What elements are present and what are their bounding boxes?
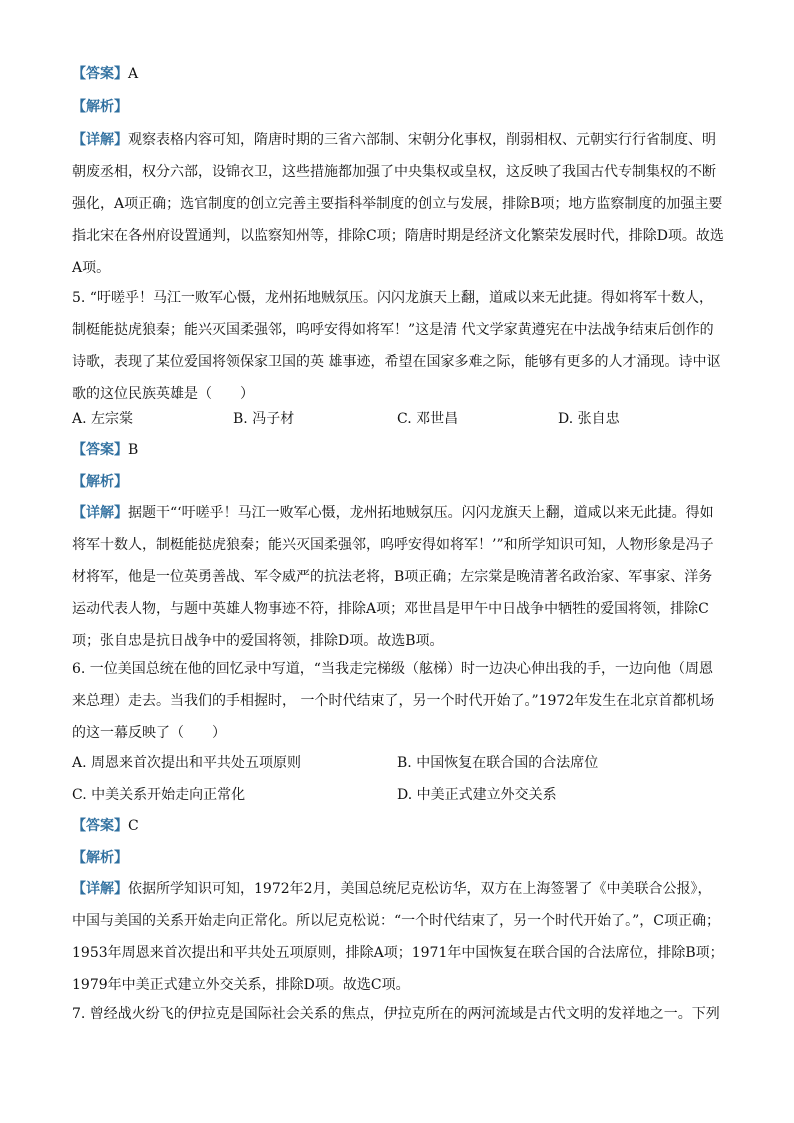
answer-label: 【答案】 — [72, 818, 128, 834]
detail-text: 依据所学知识可知，1972年2月，美国总统尼克松访华，双方在上海签署了《中美联合公报》，中国与美国的关系开始走向正常化。所以尼克松说：“一个时代结束了，另一个时代开始了。”，C项正确；1953年周恩来首次提出和平共处五项原则，排除A项；1971年中国恢复在联合国的合法席位，排除B项；1979年中美正式建立外交关系，排除D项。故选C项。 — [72, 881, 724, 993]
option-d: D. 张自忠 — [558, 411, 620, 427]
option-c: C. 邓世昌 — [397, 411, 459, 427]
q4-detail — [72, 124, 724, 284]
q4-answer — [72, 58, 724, 90]
q5-analysis-heading — [72, 466, 724, 498]
detail-text: 据题干“‘吁嗟乎！马江一败军心慑，龙州拓地贼氛压。闪闪龙旗天上翻，道咸以来无此捷。得如将军十数人，制梃能挞虎狼秦；能兴灭国柔强邻，呜呼安得如将军！’”和所学知识可知，人物形象是冯子材将军，他是一位英勇善战、军令威严的抗法老将，B项正确；左宗棠是晚清著名政治家、军事家、洋务运动代表人物，与题中英雄人物事迹不符，排除A项；邓世昌是甲午中日战争中牺牲的爱国将领，排除C项；张自忠是抗日战争中的爱国将领，排除D项。故选B项。 — [72, 505, 714, 649]
option-a: A. 周恩来首次提出和平共处五项原则 — [72, 755, 302, 771]
q5-detail — [72, 497, 724, 657]
q5-stem: 5. “吁嗟乎！马江一败军心慑，龙州拓地贼氛压。闪闪龙旗天上翻，道咸以来无此捷。得如将军十数人，制梃能挞虎狼秦；能兴灭国柔强邻，呜呼安得如将军！”这是清 代文学家黄遵宪在中法战争结束后创作的诗歌，表现了某位爱国将领保家卫国的英 雄事迹，希望在国家多难之际，能够有更多的人才涌现。诗中讴歌的这位民族英雄是（ ） — [72, 290, 721, 402]
analysis-label: 【解析】 — [72, 474, 128, 490]
detail-label: 【详解】 — [72, 881, 128, 897]
answer-value: B — [128, 442, 139, 458]
q6-stem: 6. 一位美国总统在他的回忆录中写道，“当我走完梯级（舷梯）时一边决心伸出我的手，一边向他（周恩来总理）走去。当我们的手相握时， 一个时代结束了，另一个时代开始了。”1972年发生在北京首都机场的这一幕反映了（ ） — [72, 661, 715, 741]
option-c: C. 中美关系开始走向正常化 — [72, 787, 246, 803]
q4-analysis-heading — [72, 91, 724, 123]
answer-label: 【答案】 — [72, 442, 128, 458]
detail-label: 【详解】 — [72, 132, 128, 148]
q7-stem: 7. 曾经战火纷飞的伊拉克是国际社会关系的焦点，伊拉克所在的两河流域是古代文明的发祥地之一。下列 — [72, 1006, 720, 1022]
answer-value: C — [128, 818, 139, 834]
q6-options-row1 — [72, 750, 724, 776]
q6-detail — [72, 873, 724, 1001]
answer-label: 【答案】 — [72, 66, 128, 82]
option-b: B. 冯子材 — [233, 411, 295, 427]
q6-answer — [72, 810, 724, 842]
q6-options-row2 — [72, 782, 724, 808]
analysis-label: 【解析】 — [72, 99, 128, 115]
q5-answer — [72, 434, 724, 466]
option-a: A. 左宗棠 — [72, 411, 134, 427]
detail-text: 观察表格内容可知，隋唐时期的三省六部制、宋朝分化事权，削弱相权、元朝实行行省制度、明朝废丞相，权分六部，设锦衣卫，这些措施都加强了中央集权或皇权，这反映了我国古代专制集权的不断强化，A项正确；选官制度的创立完善主要指科举制度的创立与发展，排除B项；地方监察制度的加强主要指北宋在各州府设置通判，以监察知州等，排除C项；隋唐时期是经济文化繁荣发展时代，排除D项。故选A项。 — [72, 132, 724, 276]
analysis-label: 【解析】 — [72, 850, 128, 866]
q5-options — [72, 406, 724, 432]
q6-analysis-heading — [72, 842, 724, 874]
detail-label: 【详解】 — [72, 505, 128, 521]
option-b: B. 中国恢复在联合国的合法席位 — [397, 755, 599, 771]
option-d: D. 中美正式建立外交关系 — [397, 787, 557, 803]
answer-value: A — [128, 66, 139, 82]
